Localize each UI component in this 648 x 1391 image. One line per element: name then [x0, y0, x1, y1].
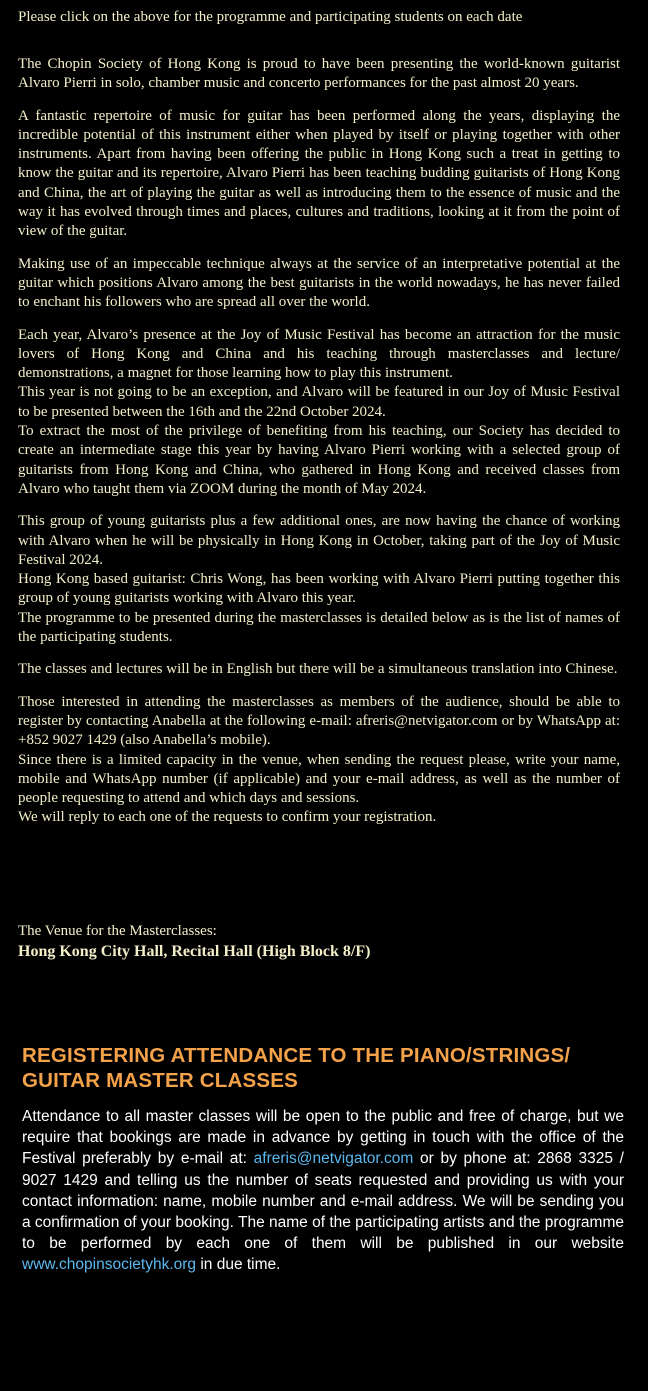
article-body — [18, 55, 620, 841]
email-link[interactable]: afreris@netvigator.com — [253, 1150, 414, 1168]
paragraph-line: Each year, Alvaro’s presence at the Joy of Music Festival has become an attraction for the music lovers of Hong Kong and China and his teaching through masterclasses and lecture/ demonstrations, a magnet for those learning how to play this instrument. — [18, 326, 620, 382]
registration-text-part: Attendance to all master classes will be open to the public and free of charge, but we require that bookings are made in advance by getting in touch with the office of the Festival preferably by e-mail at: — [22, 1108, 624, 1168]
paragraph-line: Making use of an impeccable technique always at the service of an interpretative potential at the guitar which positions Alvaro among the best guitarists in the world nowadays, he has never failed to enchant his followers who are spread all over the world. — [18, 255, 620, 311]
paragraph-line: Hong Kong based guitarist: Chris Wong, has been working with Alvaro Pierri putting together this group of young guitarists working with Alvaro this year. — [18, 571, 620, 607]
paragraph-line: The programme to be presented during the masterclasses is detailed below as is the list of names of the participating students. — [18, 609, 620, 646]
paragraph-group — [18, 512, 620, 647]
paragraph-repertoire — [18, 107, 620, 242]
venue-label: The Venue for the Masterclasses: — [18, 923, 217, 939]
paragraph-line: Those interested in attending the masterclasses as members of the audience, should be able to register by contacting Anabella at the following e-mail: afreris@netvigator.com or by WhatsApp at: +852 9027 1429 (also Anabella’s mobile). — [18, 693, 620, 749]
website-link[interactable]: www.chopinsocietyhk.org — [22, 1256, 197, 1274]
programme-notice[interactable]: Please click on the above for the programme and participating students on each date — [18, 9, 523, 25]
registration-heading: REGISTERING ATTENDANCE TO THE PIANO/STRINGS/ GUITAR MASTER CLASSES — [22, 1044, 571, 1092]
paragraph-language — [18, 660, 620, 679]
venue-block — [18, 922, 620, 963]
paragraph-technique — [18, 255, 620, 313]
paragraph-line: To extract the most of the privilege of benefiting from his teaching, our Society has decided to create an intermediate stage this year by having Alvaro Pierri working with a selected group of guitarists from Hong Kong and China, who gathered in Hong Kong and received classes from Alvaro who taught them via ZOOM during the month of May 2024. — [18, 423, 620, 497]
paragraph-festival — [18, 326, 620, 500]
venue-name: Hong Kong City Hall, Recital Hall (High Block 8/F) — [18, 943, 371, 961]
paragraph-line: Since there is a limited capacity in the venue, when sending the request please, write your name, mobile and WhatsApp number (if applicable) and your e-mail address, as well as the number of people requesting to attend and which days and sessions. — [18, 751, 620, 807]
paragraph-line: This year is not going to be an exception, and Alvaro will be featured in our Joy of Music Festival to be presented between the 16th and the 22nd October 2024. — [18, 384, 620, 420]
paragraph-line: A fantastic repertoire of music for guitar has been performed along the years, displaying the incredible potential of this instrument either when played by itself or playing together with other instruments. Apart from having been offering the public in Hong Kong such a treat in getting to know the guitar and its repertoire, Alvaro Pierri has been teaching budding guitarists of Hong Kong and China, the art of playing the guitar as well as introducing them to the essence of music and the way it has evolved through times and places, cultures and traditions, looking at it from the point of view of the guitar. — [18, 107, 620, 240]
paragraph-line: We will reply to each one of the requests to confirm your registration. — [18, 809, 437, 826]
paragraph-attendance — [18, 693, 620, 828]
paragraph-line: This group of young guitarists plus a few additional ones, are now having the chance of working with Alvaro when he will be physically in Hong Kong in October, taking part of the Joy of Music Festival 2024. — [18, 513, 620, 568]
paragraph-line: The Chopin Society of Hong Kong is proud to have been presenting the world-known guitarist Alvaro Pierri in solo, chamber music and concerto performances for the past almost 20 years. — [18, 56, 620, 92]
registration-text-part: in due time. — [196, 1256, 281, 1274]
registration-text-part: or by phone at: 2868 3325 / 9027 1429 and telling us the number of seats requested and providing us with your contact information: name, mobile number and e-mail address. We will be sending you a confirmation of your booking. The name of the participating artists and the programme to be performed by each one of them will be published in our website — [22, 1150, 624, 1253]
registration-text — [22, 1106, 624, 1276]
paragraph-intro — [18, 55, 620, 94]
paragraph-line: The classes and lectures will be in English but there will be a simultaneous translation into Chinese. — [18, 661, 618, 678]
